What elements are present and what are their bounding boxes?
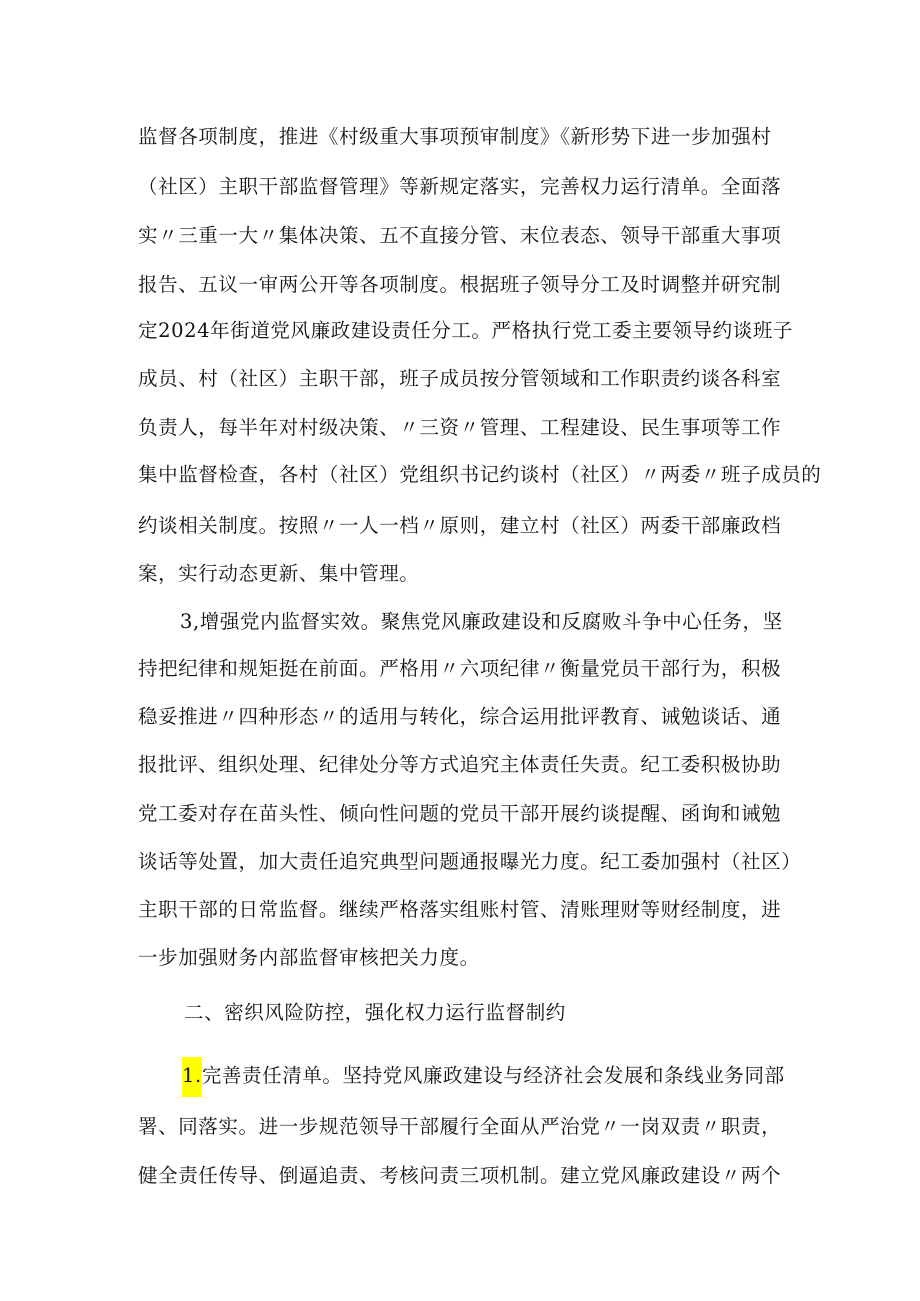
paragraph-line: 持把纪律和规矩挺在前面。严格用〃六项纪律〃衡量党员干部行为，积极 <box>138 657 782 680</box>
paragraph-line: 案，实行动态更新、集中管理。 <box>138 562 420 585</box>
paragraph-line: 集中监督检查，各村（社区）党组织书记约谈村（社区）〃两委〃班子成员的 <box>138 463 822 486</box>
paragraph-line: 负责人，每半年对村级决策、〃三资〃管理、工程建设、民生事项等工作 <box>138 416 782 439</box>
paragraph-line: 署、同落实。进一步规范领导干部履行全面从严治党〃一岗双责〃职责， <box>138 1115 782 1138</box>
paragraph-line: 一步加强财务内部监督审核把关力度。 <box>138 946 480 969</box>
paragraph-line: 定2024年街道党风廉政建设责任分工。严格执行党工委主要领导约谈班子 <box>138 319 794 342</box>
paragraph-line: 成员、村（社区）主职干部，班子成员按分管领域和工作职责约谈各科室 <box>138 367 782 390</box>
paragraph-line: 主职干部的日常监督。继续严格落实组账村管、清账理财等财经制度，进 <box>138 898 782 921</box>
paragraph-line: 实〃三重一大〃集体决策、五不直接分管、末位表态、领导干部重大事项 <box>138 224 782 247</box>
paragraph-line: （社区）主职干部监督管理》等新规定落实，完善权力运行清单。全面落 <box>138 175 782 198</box>
paragraph-line: 3,增强党内监督实效。聚焦党风廉政建设和反腐败斗争中心任务，坚 <box>180 610 783 633</box>
paragraph-line: 约谈相关制度。按照〃一人一档〃原则，建立村（社区）两委干部廉政档 <box>138 514 782 537</box>
paragraph-line: 谈话等处置，加大责任追究典型问题通报曝光力度。纪工委加强村（社区） <box>138 850 802 873</box>
paragraph-line <box>182 1063 785 1097</box>
paragraph-line: 党工委对存在苗头性、倾向性问题的党员干部开展约谈提醒、函询和诫勉 <box>138 802 782 825</box>
section-heading: 二、密织风险防控，强化权力运行监督制约 <box>184 1001 566 1024</box>
paragraph-line: 健全责任传导、倒逼追责、考核问责三项机制。建立党风廉政建设〃两个 <box>138 1164 782 1187</box>
paragraph-line: 监督各项制度，推进《村级重大事项预审制度》《新形势下进一步加强村 <box>138 125 772 148</box>
paragraph-text: 完善责任清单。坚持党风廉政建设与经济社会发展和条线业务同部 <box>201 1064 785 1087</box>
paragraph-line: 稳妥推进〃四种形态〃的适用与转化，综合运用批评教育、诫勉谈话、通 <box>138 705 782 728</box>
paragraph-line: 报告、五议一审两公开等各项制度。根据班子领导分工及时调整并研究制 <box>138 273 782 296</box>
paragraph-line: 报批评、组织处理、纪律处分等方式追究主体责任失责。纪工委积极协助 <box>138 753 782 776</box>
highlighted-number: 1. <box>182 1057 202 1097</box>
